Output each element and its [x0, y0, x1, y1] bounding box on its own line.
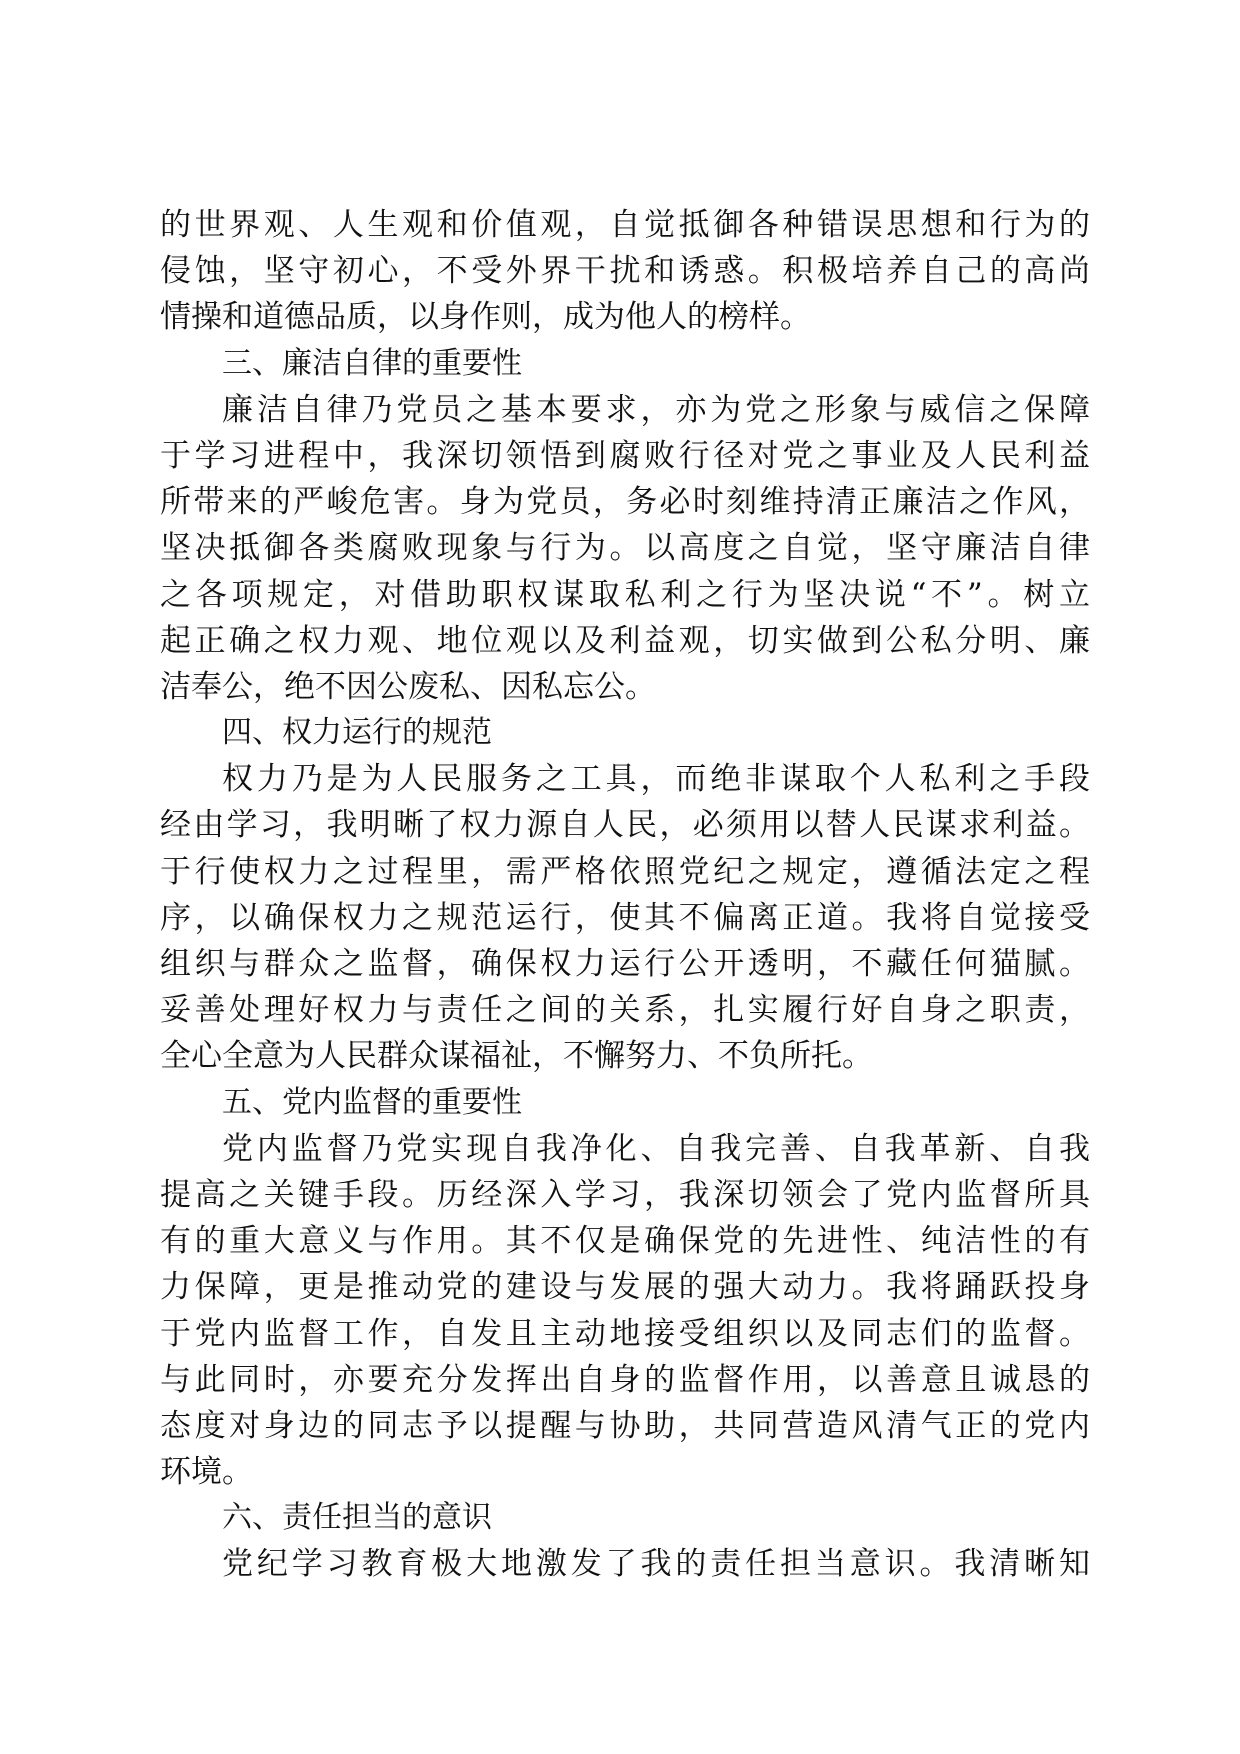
body-line: 党内监督乃党实现自我净化、自我完善、自我革新、自我 — [222, 1130, 1090, 1167]
body-line: 妥善处理好权力与责任之间的关系，扎实履行好自身之职责， — [160, 992, 1090, 1029]
body-line: 序，以确保权力之规范运行，使其不偏离正道。我将自觉接受 — [160, 899, 1090, 936]
body-line: 有的重大意义与作用。其不仅是确保党的先进性、纯洁性的有 — [160, 1223, 1090, 1260]
body-line: 态度对身边的同志予以提醒与协助，共同营造风清气正的党内 — [160, 1407, 1090, 1444]
body-line: 权力乃是为人民服务之工具，而绝非谋取个人私利之手段 — [222, 761, 1090, 798]
body-line: 于行使权力之过程里，需严格依照党纪之规定，遵循法定之程 — [160, 853, 1090, 890]
section-heading-5: 五、党内监督的重要性 — [222, 1084, 522, 1120]
body-line: 坚决抵御各类腐败现象与行为。以高度之自觉，坚守廉洁自律 — [160, 530, 1090, 567]
body-line: 党纪学习教育极大地激发了我的责任担当意识。我清晰知 — [222, 1546, 1090, 1583]
body-line: 情操和道德品质，以身作则，成为他人的榜样。 — [160, 299, 811, 336]
body-line: 所带来的严峻危害。身为党员，务必时刻维持清正廉洁之作风， — [160, 484, 1090, 521]
body-line: 与此同时，亦要充分发挥出自身的监督作用，以善意且诚恳的 — [160, 1361, 1090, 1398]
body-line: 力保障，更是推动党的建设与发展的强大动力。我将踊跃投身 — [160, 1269, 1090, 1306]
section-heading-6: 六、责任担当的意识 — [222, 1500, 492, 1536]
document-page — [160, 202, 1090, 1588]
section-heading-3: 三、廉洁自律的重要性 — [222, 345, 522, 381]
body-line: 于学习进程中，我深切领悟到腐败行径对党之事业及人民利益 — [160, 437, 1090, 474]
body-line: 之各项规定，对借助职权谋取私利之行为坚决说“不”。树立 — [160, 576, 1090, 613]
body-line: 起正确之权力观、地位观以及利益观，切实做到公私分明、廉 — [160, 622, 1090, 659]
body-line: 于党内监督工作，自发且主动地接受组织以及同志们的监督。 — [160, 1315, 1090, 1352]
body-line: 洁奉公，绝不因公废私、因私忘公。 — [160, 668, 656, 705]
body-line: 组织与群众之监督，确保权力运行公开透明，不藏任何猫腻。 — [160, 946, 1090, 982]
body-line: 环境。 — [160, 1454, 253, 1491]
body-line: 经由学习，我明晰了权力源自人民，必须用以替人民谋求利益。 — [160, 807, 1090, 844]
body-line: 提高之关键手段。历经深入学习，我深切领会了党内监督所具 — [160, 1176, 1090, 1213]
body-line: 全心全意为人民群众谋福祉，不懈努力、不负所托。 — [160, 1038, 873, 1075]
body-line: 的世界观、人生观和价值观，自觉抵御各种错误思想和行为的 — [160, 207, 1090, 243]
section-heading-4: 四、权力运行的规范 — [222, 715, 492, 751]
body-line: 廉洁自律乃党员之基本要求，亦为党之形象与威信之保障 — [222, 391, 1090, 428]
body-line: 侵蚀，坚守初心，不受外界干扰和诱惑。积极培养自己的高尚 — [160, 253, 1090, 290]
